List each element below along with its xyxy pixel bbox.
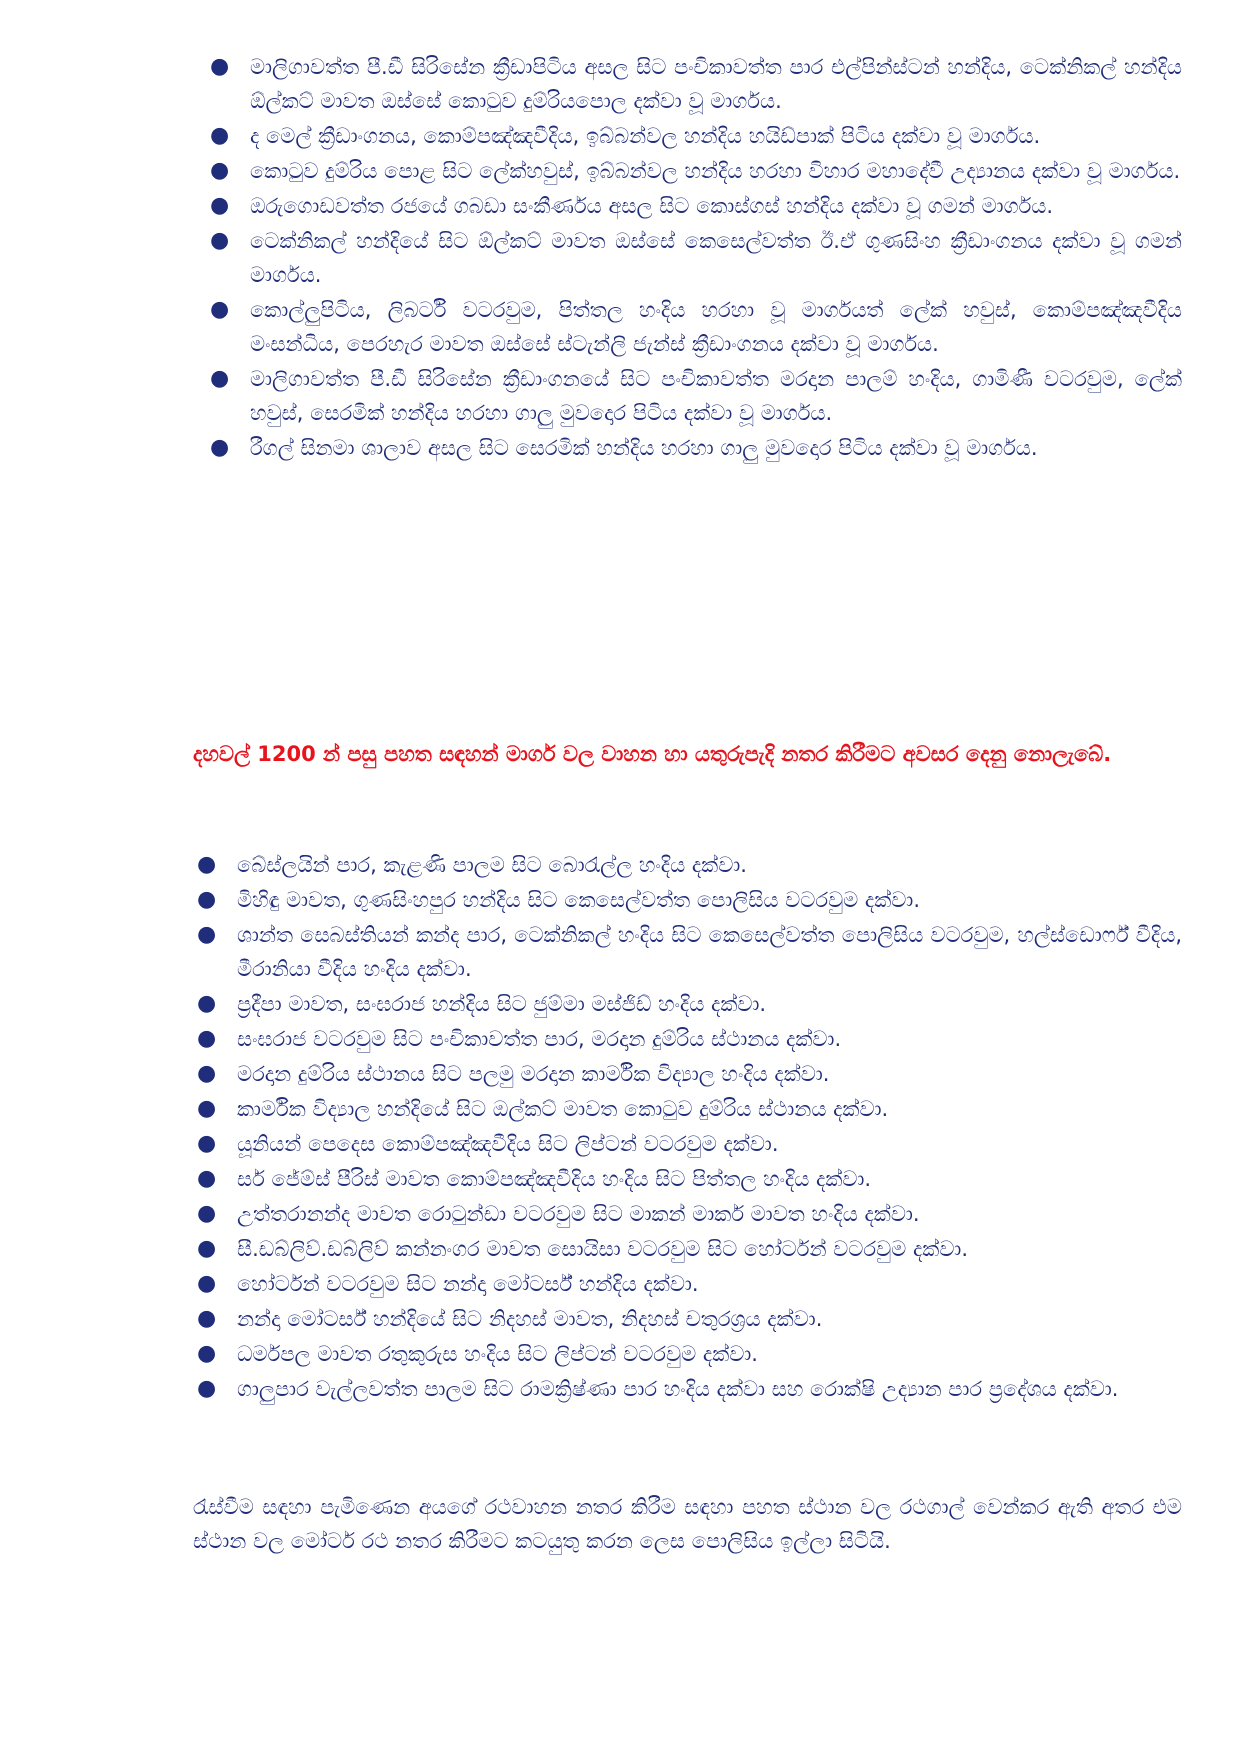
list-item [197, 1162, 1182, 1196]
list-item [197, 1092, 1182, 1126]
bullet-icon: ● [210, 435, 230, 460]
route-text: නන්දා මෝටර්ස් හන්දියේ සිට නිදහස් මාවත, නිදහස් චතුරශ්‍රය දක්වා. [237, 1307, 823, 1331]
bullet-icon: ● [197, 1166, 217, 1191]
route-text: ප්‍රදීපා මාවත, සංඝරාජ හන්දිය සිට ජුම්මා මස්ජිඩ් හංදිය දක්වා. [237, 992, 767, 1016]
bullet-icon: ● [210, 193, 230, 218]
bullet-icon: ● [197, 1061, 217, 1086]
bullet-icon: ● [210, 123, 230, 148]
list-item [197, 1022, 1182, 1056]
list-item [197, 1267, 1182, 1301]
list-item [197, 883, 1182, 917]
closing-paragraph: රැස්වීම සඳහා පැමිණෙන අයගේ රථවාහන නතර කිරීම සඳහා පහත ස්ථාන වල රථගාල් වෙන්කර ඇති අතර එම ස්ථාන වල මෝටර් රථ නතර කිරීමට කටයුතු කරන ලෙස පොලිසිය ඉල්ලා සිටියි. [193, 1495, 1182, 1553]
route-text: හෝර්ටන් වටරවුම සිට නන්දා මෝටර්ස් හන්දිය දක්වා. [237, 1272, 699, 1296]
route-text: සර් ජේම්ස් පීරිස් මාවත කොම්පඤ්ඤවීදිය හංදිය සිට පිත්තල හංදිය දක්වා. [237, 1167, 872, 1191]
list-item [197, 848, 1182, 882]
route-text: කාර්මික විද්‍යාල හන්දියේ සිට ඔල්කට් මාවත කොටුව දුම්රිය ස්ථානය දක්වා. [237, 1097, 889, 1121]
parking-prohibition-notice: දහවල් 1200 න් පසු පහත සඳහන් මාර්ග වල වාහන හා යතුරුපැදි නතර කිරීමට අවසර දෙනු නොලැබේ. [193, 742, 1112, 766]
bullet-icon: ● [197, 922, 217, 947]
bullet-icon: ● [197, 1131, 217, 1156]
route-text: ද මෙල් ක්‍රීඩාංගනය, කොම්පඤ්ඤවීදිය, ඉබ්බන්වල හන්දිය හයිඩ්පාක් පිටිය දක්වා වූ මාර්ගය. [250, 124, 1041, 148]
bullet-icon: ● [197, 1201, 217, 1226]
route-text: මාලිගාවත්ත පී.ඩී සිරිසේන ක්‍රීඩාපිටිය අසල සිට පංචිකාවත්ත පාර එල්පින්ස්ටන් හන්දිය, ටෙක්නිකල් හන්දිය ඕල්කට් මාවත ඔස්සේ කොටුව දුම්රියපොල දක්වා වූ මාර්ගය. [250, 55, 1182, 113]
route-text: කොල්ලුපිටිය, ලිබර්ටි වටරවුම, පිත්තල හංදිය හරහා වූ මාර්ගයත් ලේක් හවුස්, කොම්පඤ්ඤවීදිය මංසන්ධිය, පෙරහැර මාවත ඔස්සේ ස්ටැන්ලි ජැන්ස් ක්‍රීඩාංගනය දක්වා වූ මාර්ගය. [250, 298, 1182, 356]
list-item [210, 431, 1182, 465]
list-item [210, 119, 1182, 153]
list-item [197, 987, 1182, 1021]
bullet-icon: ● [197, 1026, 217, 1051]
list-item [197, 1302, 1182, 1336]
bullet-icon: ● [197, 852, 217, 877]
bullet-icon: ● [197, 1306, 217, 1331]
list-item [210, 189, 1182, 223]
bullet-icon: ● [197, 1236, 217, 1261]
bullet-icon: ● [210, 228, 230, 253]
list-item [197, 1057, 1182, 1091]
route-text: මිහිඳු මාවත, ගුණසිංහපුර හන්දිය සිට කෙසෙල්වත්ත පොලිසිය වටරවුම දක්වා. [237, 888, 920, 912]
bullet-icon: ● [197, 991, 217, 1016]
route-text: මාලිගාවත්ත පී.ඩී සිරිසේන ක්‍රීඩාංගනයේ සිට පංචිකාවත්ත මරදාන පාලම් හංදිය, ගාමිණී වටරවුම, ලේක් හවුස්, සෙරමික් හන්දිය හරහා ගාලු මුවදොර පිටිය දක්වා වූ මාර්ගය. [250, 367, 1182, 425]
route-text: රීගල් සිනමා ශාලාව අසල සිට සෙරමික් හන්දිය හරහා ගාලු මුවදොර පිටිය දක්වා වූ මාර්ගය. [250, 436, 1038, 460]
bullet-icon: ● [210, 366, 230, 391]
bullet-icon: ● [210, 297, 230, 322]
route-text: බේස්ලයින් පාර, කැළණි පාලම සිට බොරැල්ල හංදිය දක්වා. [237, 853, 747, 877]
route-text: ටෙක්නිකල් හන්දියේ සිට ඕල්කට් මාවත ඔස්සේ කෙසෙල්වත්ත ඊ.ඒ ගුණසිංහ ක්‍රීඩාංගනය දක්වා වූ ගමන් මාර්ගය. [250, 229, 1182, 287]
route-text: මරදාන දුම්රිය ස්ථානය සිට පලමු මරදාන කාර්මික විද්‍යාල හංදිය දක්වා. [237, 1062, 830, 1086]
list-item [210, 154, 1182, 188]
route-text: යූනියන් පෙදෙස කොම්පඤ්ඤවීදිය සිට ලිප්ටන් වටරවුම දක්වා. [237, 1132, 779, 1156]
route-text: සී.ඩබ්ලිව්.ඩබ්ලිව් කන්නංගර මාවත සොයිසා වටරවුම සිට හෝර්ටන් වටරවුම දක්වා. [237, 1237, 968, 1261]
list-item [197, 1372, 1182, 1406]
route-text: ධර්මපල මාවත රතුකුරුස හංදිය සිට ලිප්ටන් වටරවුම දක්වා. [237, 1342, 758, 1366]
route-text: සංඝරාජ වටරවුම සිට පංචිකාවත්ත පාර, මරදාන දුම්රිය ස්ථානය දක්වා. [237, 1027, 842, 1051]
route-text: ඔරුගොඩවත්ත රජයේ ගබඩා සංකීර්ණය අසල සිට කොස්ගස් හන්දිය දක්වා වූ ගමන් මාර්ගය. [250, 194, 1054, 218]
list-item [197, 1197, 1182, 1231]
route-text: කොටුව දුම්රිය පොළ සිට ලේක්හවුස්, ඉබ්බන්වල හන්දිය හරහා විහාර මහාදේවී උද්‍යානය දක්වා වූ මාර්ගය. [250, 159, 1181, 183]
bullet-icon: ● [197, 1096, 217, 1121]
list-item [210, 224, 1182, 292]
list-item [210, 362, 1182, 430]
route-text: ගාලුපාර වැල්ලවත්ත පාලම සිට රාමක්‍රිෂ්ණා පාර හංදිය දක්වා සහ රොක්ෂි උද්‍යාන පාර ප්‍රදේශය දක්වා. [237, 1377, 1119, 1401]
bullet-icon: ● [197, 1271, 217, 1296]
route-list-restricted [197, 848, 1182, 1407]
list-item [197, 1232, 1182, 1266]
bullet-icon: ● [210, 54, 230, 79]
bullet-icon: ● [197, 887, 217, 912]
list-item [197, 1127, 1182, 1161]
list-item [210, 293, 1182, 361]
list-item [210, 50, 1182, 118]
route-list-primary [210, 50, 1182, 466]
route-text: ශාන්ත සෙබස්තියන් කන්ද පාර, ටෙක්නිකල් හංදිය සිට කෙසෙල්වත්ත පොලිසිය වටරවුම, හල්ස්ඩොර්ෆ් වීදිය, මීරානියා වීදිය හංදිය දක්වා. [237, 923, 1182, 981]
list-item [197, 1337, 1182, 1371]
bullet-icon: ● [210, 158, 230, 183]
bullet-icon: ● [197, 1341, 217, 1366]
route-text: උත්තරානන්ද මාවත රොටුන්ඩා වටරවුම සිට මාකන් මාකර් මාවත හංදිය දක්වා. [237, 1202, 920, 1226]
list-item [197, 918, 1182, 986]
bullet-icon: ● [197, 1376, 217, 1401]
